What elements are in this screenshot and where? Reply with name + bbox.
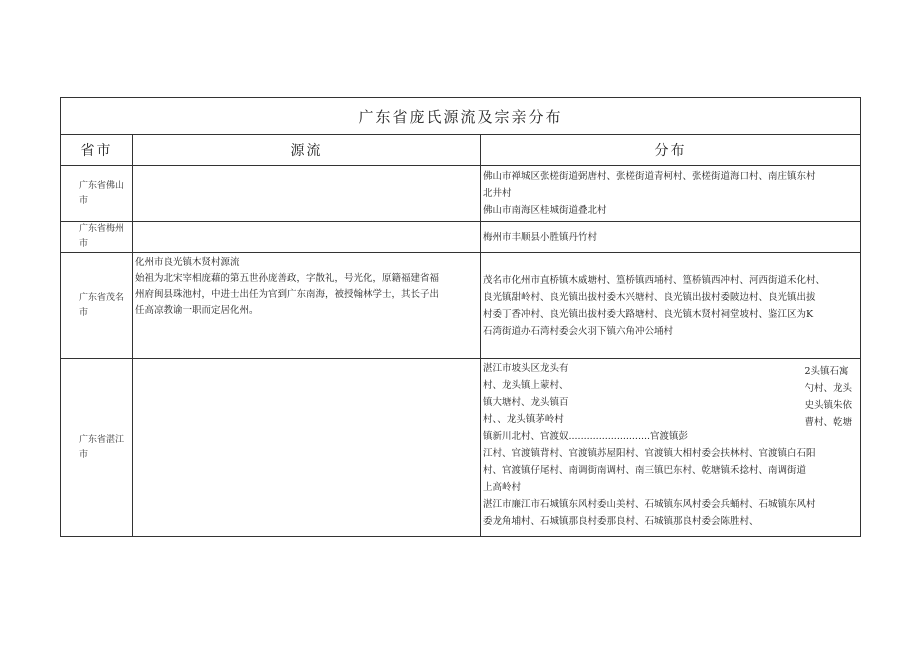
distribution-cell	[481, 253, 861, 359]
source-line: 任高凉教谕一职而定居化州。	[135, 305, 259, 316]
source-line: 始祖为北宋宰相庞藉的第五世孙庞善政，字散礼，号光化，原籍福建省福	[135, 273, 440, 284]
source-cell	[133, 359, 481, 537]
distribution-line: 上高岭村	[483, 482, 522, 493]
province-cell: 广东省湛江市	[61, 359, 133, 537]
source-line: 州府闽县珠池村，中进士出任为官到广东南海，被授翰林学士，其长子出	[135, 289, 440, 300]
distribution-line: 村、官渡镇仔尾村、南调街南调村、南三镇巴东村、乾塘镇禾捻村、南调街道	[483, 465, 807, 476]
source-cell	[133, 253, 481, 359]
table-row-meizhou	[61, 222, 861, 253]
source-cell	[133, 166, 481, 222]
distribution-line: 梅州市丰顺县小胜镇丹竹村	[483, 231, 598, 243]
distribution-line: 村委丁香冲村、良光镇出拔村委大路塘村、良光镇木贤村祠堂坡村、鉴江区为K	[483, 308, 814, 320]
province-cell: 广东省梅州市	[61, 222, 133, 253]
province-cell: 广东省佛山市	[61, 166, 133, 222]
distribution-line: 村、、龙头镇茅岭村	[483, 414, 564, 425]
distribution-cell	[481, 222, 861, 253]
distribution-line: 湛江市廉江市石城镇东风村委山美村、石城镇东风村委会兵蛹村、石城镇东风村	[483, 499, 816, 510]
source-cell	[133, 222, 481, 253]
province-cell: 广东省茂名市	[61, 253, 133, 359]
table-row-foshan	[61, 166, 861, 222]
distribution-line: 2头镇石寓	[804, 366, 849, 377]
distribution-line: 史头镇朱依	[804, 400, 853, 411]
distribution-line: 佛山市禅城区张槎街道弼唐村、张槎街道青柯村、张槎街道海口村、南庄镇东村	[483, 171, 816, 182]
table-row-maoming	[61, 253, 861, 359]
distribution-line: 石湾街道办石湾村委会火羽下镇六角冲公埇村	[483, 325, 674, 337]
distribution-line: 委龙角埔村、石城镇那良村委那良村、石城镇那良村委会陈胜村、	[483, 516, 759, 527]
distribution-right-column	[805, 363, 853, 431]
distribution-line: 勺村、龙头	[804, 383, 853, 394]
distribution-line: 北井村	[483, 188, 512, 199]
distribution-block	[483, 360, 858, 530]
distribution-cell	[481, 166, 861, 222]
distribution-cell	[481, 359, 861, 537]
table-title: 广东省庞氏源流及宗亲分布	[61, 98, 861, 135]
header-source: 源流	[133, 135, 481, 166]
header-distribution: 分布	[481, 135, 861, 166]
genealogy-table	[60, 97, 861, 537]
distribution-line: 镇新川北村、官渡奴...........................官渡镇彭	[483, 431, 689, 442]
header-province: 省市	[61, 135, 133, 166]
distribution-line: 镇大塘村、龙头镇百	[483, 397, 569, 408]
distribution-line: 茂名市化州市直桥镇木威塘村、篁桥镇西埇村、篁桥镇西冲村、河西街道禾化村、	[483, 274, 826, 286]
table-row-zhanjiang	[61, 359, 861, 537]
distribution-line: 湛江市坡头区龙头有	[483, 363, 569, 374]
distribution-line: 佛山市南海区桂城街道叠北村	[483, 205, 607, 216]
distribution-line: 曹村、乾塘	[804, 417, 853, 428]
distribution-line: 村、龙头镇上蒙村、	[483, 380, 569, 391]
distribution-line: 江村、官渡镇背村、官渡镇苏屋阳村、官渡镇大相村委会扶林村、官渡镇白石阳	[483, 448, 816, 459]
source-line: 化州市良光镇木贤村源流	[135, 257, 240, 268]
distribution-line: 良光镇甜岭村、良光镇出拔村委木兴塘村、良光镇出拔村委陂边村、良光镇出拔	[483, 291, 816, 303]
